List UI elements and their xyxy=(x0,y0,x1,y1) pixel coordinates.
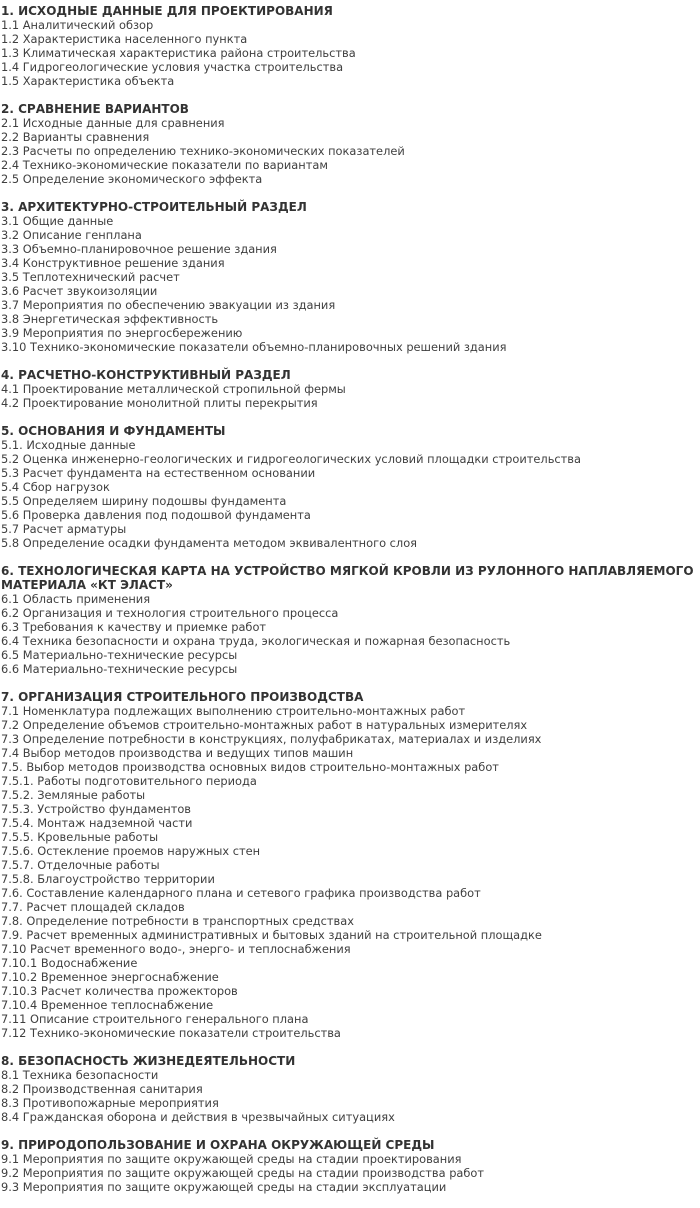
toc-item: 7.5.2. Земляные работы xyxy=(1,788,146,802)
toc-item: 5.1. Исходные данные xyxy=(1,438,136,452)
toc-section xyxy=(1,200,699,354)
toc-item: 7.1 Номенклатура подлежащих выполнению строительно-монтажных работ xyxy=(1,704,466,718)
toc-item: 1.3 Климатическая характеристика района строительства xyxy=(1,46,356,60)
toc-item: 7.3 Определение потребности в конструкциях, полуфабрикатах, материалах и изделиях xyxy=(1,732,542,746)
section-title: 5. ОСНОВАНИЯ И ФУНДАМЕНТЫ xyxy=(1,424,226,438)
toc-item: 7.5. Выбор методов производства основных видов строительно-монтажных работ xyxy=(1,760,499,774)
toc-item: 1.2 Характеристика населенного пункта xyxy=(1,32,248,46)
toc-item: 4.1 Проектирование металлической стропильной фермы xyxy=(1,382,346,396)
toc-item: 7.5.4. Монтаж надземной части xyxy=(1,816,193,830)
toc-item: 2.5 Определение экономического эффекта xyxy=(1,172,263,186)
toc-item: 5.2 Оценка инженерно-геологических и гидрогеологических условий площадки строительства xyxy=(1,452,581,466)
toc-item: 7.2 Определение объемов строительно-монтажных работ в натуральных измерителях xyxy=(1,718,528,732)
toc-item: 1.4 Гидрогеологические условия участка строительства xyxy=(1,60,344,74)
toc-item: 7.12 Технико-экономические показатели строительства xyxy=(1,1026,341,1040)
toc-item: 8.4 Гражданская оборона и действия в чрезвычайных ситуациях xyxy=(1,1110,395,1124)
toc-section xyxy=(1,564,699,676)
toc-item: 3.1 Общие данные xyxy=(1,214,114,228)
toc-section xyxy=(1,1054,699,1124)
toc-item: 5.7 Расчет арматуры xyxy=(1,522,127,536)
toc-item: 1.1 Аналитический обзор xyxy=(1,18,154,32)
toc-section xyxy=(1,4,699,88)
toc-item: 2.1 Исходные данные для сравнения xyxy=(1,116,225,130)
toc-item: 9.2 Мероприятия по защите окружающей среды на стадии производства работ xyxy=(1,1166,485,1180)
toc-item: 3.8 Энергетическая эффективность xyxy=(1,312,219,326)
toc-item: 7.10.1 Водоснабжение xyxy=(1,956,138,970)
toc-item: 4.2 Проектирование монолитной плиты перекрытия xyxy=(1,396,318,410)
toc-item: 7.4 Выбор методов производства и ведущих типов машин xyxy=(1,746,354,760)
toc-item: 7.9. Расчет временных административных и бытовых зданий на строительной площадке xyxy=(1,928,542,942)
toc-item: 3.6 Расчет звукоизоляции xyxy=(1,284,158,298)
toc-section xyxy=(1,424,699,550)
toc-item: 3.3 Объемно-планировочное решение здания xyxy=(1,242,277,256)
toc-item: 7.8. Определение потребности в транспортных средствах xyxy=(1,914,354,928)
toc-item: 6.1 Область применения xyxy=(1,592,151,606)
toc-item: 3.7 Мероприятия по обеспечению эвакуации из здания xyxy=(1,298,336,312)
toc-item: 3.2 Описание генплана xyxy=(1,228,142,242)
toc-item: 3.4 Конструктивное решение здания xyxy=(1,256,225,270)
section-title: 2. СРАВНЕНИЕ ВАРИАНТОВ xyxy=(1,102,189,116)
toc-item: 7.5.6. Остекление проемов наружных стен xyxy=(1,844,261,858)
toc-item: 3.9 Мероприятия по энергосбережению xyxy=(1,326,243,340)
section-title: 1. ИСХОДНЫЕ ДАННЫЕ ДЛЯ ПРОЕКТИРОВАНИЯ xyxy=(1,4,333,18)
toc-item: 8.3 Противопожарные мероприятия xyxy=(1,1096,219,1110)
toc-item: 7.5.1. Работы подготовительного периода xyxy=(1,774,257,788)
toc-item: 3.10 Технико-экономические показатели объемно-планировочных решений здания xyxy=(1,340,507,354)
toc-item: 2.4 Технико-экономические показатели по вариантам xyxy=(1,158,328,172)
section-title: 7. ОРГАНИЗАЦИЯ СТРОИТЕЛЬНОГО ПРОИЗВОДСТВА xyxy=(1,690,364,704)
toc-item: 5.3 Расчет фундамента на естественном основании xyxy=(1,466,316,480)
toc-item: 5.8 Определение осадки фундамента методом эквивалентного слоя xyxy=(1,536,418,550)
toc-section xyxy=(1,1138,699,1194)
toc-item: 3.5 Теплотехнический расчет xyxy=(1,270,180,284)
toc-item: 7.5.5. Кровельные работы xyxy=(1,830,159,844)
table-of-contents xyxy=(1,4,699,1208)
toc-item: 6.6 Материально-технические ресурсы xyxy=(1,662,238,676)
toc-item: 6.2 Организация и технология строительного процесса xyxy=(1,606,339,620)
toc-item: 7.5.7. Отделочные работы xyxy=(1,858,160,872)
toc-item: 7.5.8. Благоустройство территории xyxy=(1,872,215,886)
toc-item: 7.6. Составление календарного плана и сетевого графика производства работ xyxy=(1,886,481,900)
section-title: 8. БЕЗОПАСНОСТЬ ЖИЗНЕДЕЯТЕЛЬНОСТИ xyxy=(1,1054,296,1068)
toc-section xyxy=(1,102,699,186)
toc-item: 5.5 Определяем ширину подошвы фундамента xyxy=(1,494,287,508)
toc-item: 5.4 Сбор нагрузок xyxy=(1,480,110,494)
toc-item: 2.3 Расчеты по определению технико-экономических показателей xyxy=(1,144,405,158)
toc-item: 7.10.4 Временное теплоснабжение xyxy=(1,998,214,1012)
toc-item: 7.10.3 Расчет количества прожекторов xyxy=(1,984,238,998)
toc-item: 8.1 Техника безопасности xyxy=(1,1068,159,1082)
section-title: 6. ТЕХНОЛОГИЧЕСКАЯ КАРТА НА УСТРОЙСТВО МЯГКОЙ КРОВЛИ ИЗ РУЛОННОГО НАПЛАВЛЯЕМОГО МАТЕРИАЛА «КТ ЭЛАСТ» xyxy=(1,564,694,592)
toc-item: 2.2 Варианты сравнения xyxy=(1,130,150,144)
section-title: 9. ПРИРОДОПОЛЬЗОВАНИЕ И ОХРАНА ОКРУЖАЮЩЕЙ СРЕДЫ xyxy=(1,1138,435,1152)
toc-item: 6.3 Требования к качеству и приемке работ xyxy=(1,620,267,634)
section-title: 3. АРХИТЕКТУРНО-СТРОИТЕЛЬНЫЙ РАЗДЕЛ xyxy=(1,200,307,214)
toc-item: 6.5 Материально-технические ресурсы xyxy=(1,648,238,662)
toc-item: 9.1 Мероприятия по защите окружающей среды на стадии проектирования xyxy=(1,1152,462,1166)
toc-item: 7.10.2 Временное энергоснабжение xyxy=(1,970,219,984)
toc-item: 7.7. Расчет площадей складов xyxy=(1,900,185,914)
toc-item: 7.5.3. Устройство фундаментов xyxy=(1,802,192,816)
toc-item: 7.10 Расчет временного водо-, энерго- и теплоснабжения xyxy=(1,942,351,956)
toc-item: 8.2 Производственная санитария xyxy=(1,1082,203,1096)
section-title: 4. РАСЧЕТНО-КОНСТРУКТИВНЫЙ РАЗДЕЛ xyxy=(1,368,291,382)
toc-item: 7.11 Описание строительного генерального плана xyxy=(1,1012,309,1026)
toc-section xyxy=(1,690,699,1040)
toc-item: 5.6 Проверка давления под подошвой фундамента xyxy=(1,508,311,522)
toc-item: 9.3 Мероприятия по защите окружающей среды на стадии эксплуатации xyxy=(1,1180,447,1194)
toc-item: 1.5 Характеристика объекта xyxy=(1,74,175,88)
toc-item: 6.4 Техника безопасности и охрана труда, экологическая и пожарная безопасность xyxy=(1,634,511,648)
toc-section xyxy=(1,368,699,410)
